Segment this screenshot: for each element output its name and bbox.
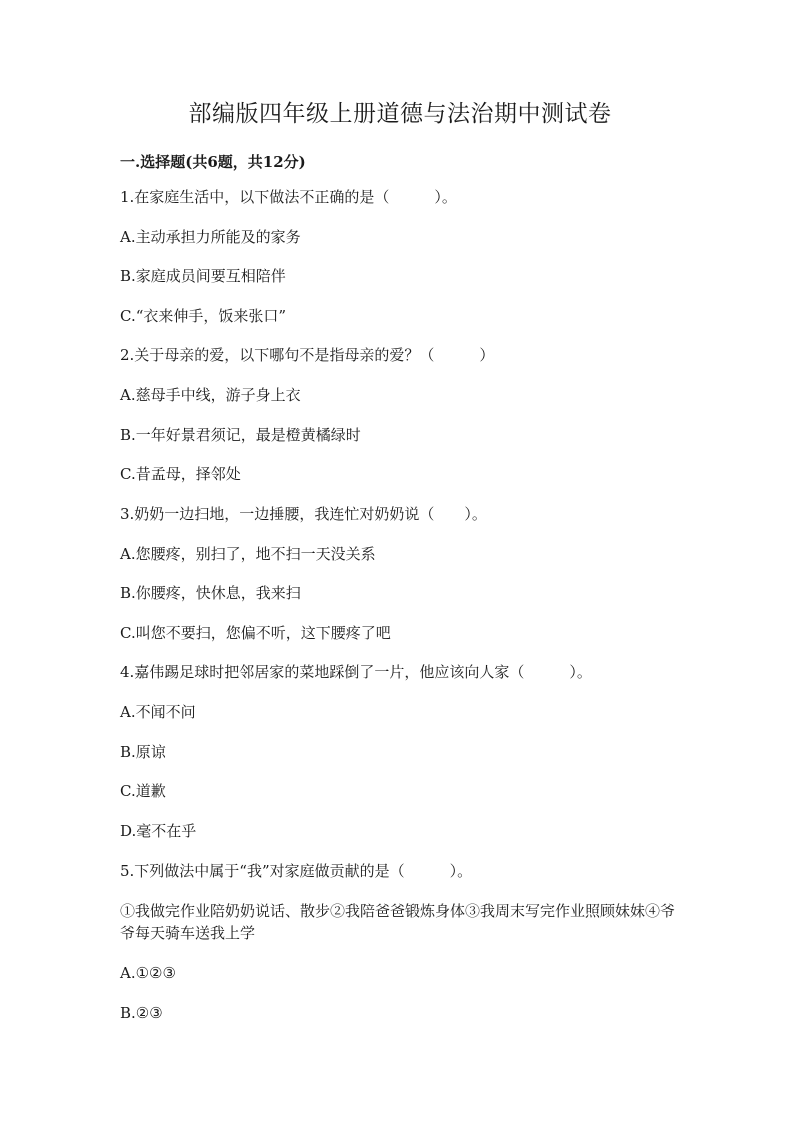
question-2-option-a: A.慈母手中线，游子身上衣 bbox=[120, 386, 301, 404]
question-1-option-c: C.“衣来伸手，饭来张口” bbox=[120, 307, 287, 325]
question-4-option-b: B.原谅 bbox=[120, 743, 166, 761]
question-1-option-b: B.家庭成员间要互相陪伴 bbox=[120, 267, 286, 285]
question-4: 4.嘉伟踢足球时把邻居家的菜地踩倒了一片，他应该向人家（ ）。 bbox=[120, 663, 592, 681]
question-4-option-a: A.不闻不问 bbox=[120, 703, 196, 721]
question-5: 5.下列做法中属于“我”对家庭做贡献的是（ ）。 bbox=[120, 862, 473, 880]
section-heading: 一.选择题(共6题，共12分) bbox=[120, 153, 306, 171]
question-4-option-c: C.道歉 bbox=[120, 782, 166, 800]
question-3-option-c: C.叫您不要扫，您偏不听，这下腰疼了吧 bbox=[120, 624, 391, 642]
question-2-option-c: C.昔孟母，择邻处 bbox=[120, 465, 241, 483]
question-1-option-a: A.主动承担力所能及的家务 bbox=[120, 228, 301, 246]
question-3: 3.奶奶一边扫地，一边捶腰，我连忙对奶奶说（ ）。 bbox=[120, 505, 487, 523]
question-5-statements: ①我做完作业陪奶奶说话、散步②我陪爸爸锻炼身体③我周末写完作业照顾妹妹④爷爷每天骑车送我上学 bbox=[120, 902, 676, 942]
question-4-option-d: D.毫不在乎 bbox=[120, 822, 197, 840]
question-3-option-b: B.你腰疼，快休息，我来扫 bbox=[120, 584, 301, 602]
question-5-option-a: A.①②③ bbox=[120, 964, 176, 982]
question-5-option-b: B.②③ bbox=[120, 1004, 163, 1022]
question-2-option-b: B.一年好景君须记，最是橙黄橘绿时 bbox=[120, 426, 361, 444]
question-2: 2.关于母亲的爱，以下哪句不是指母亲的爱？（ ） bbox=[120, 346, 495, 364]
page-title: 部编版四年级上册道德与法治期中测试卷 bbox=[188, 101, 612, 127]
question-1: 1.在家庭生活中，以下做法不正确的是（ ）。 bbox=[120, 188, 457, 206]
question-3-option-a: A.您腰疼，别扫了，地不扫一天没关系 bbox=[120, 545, 376, 563]
